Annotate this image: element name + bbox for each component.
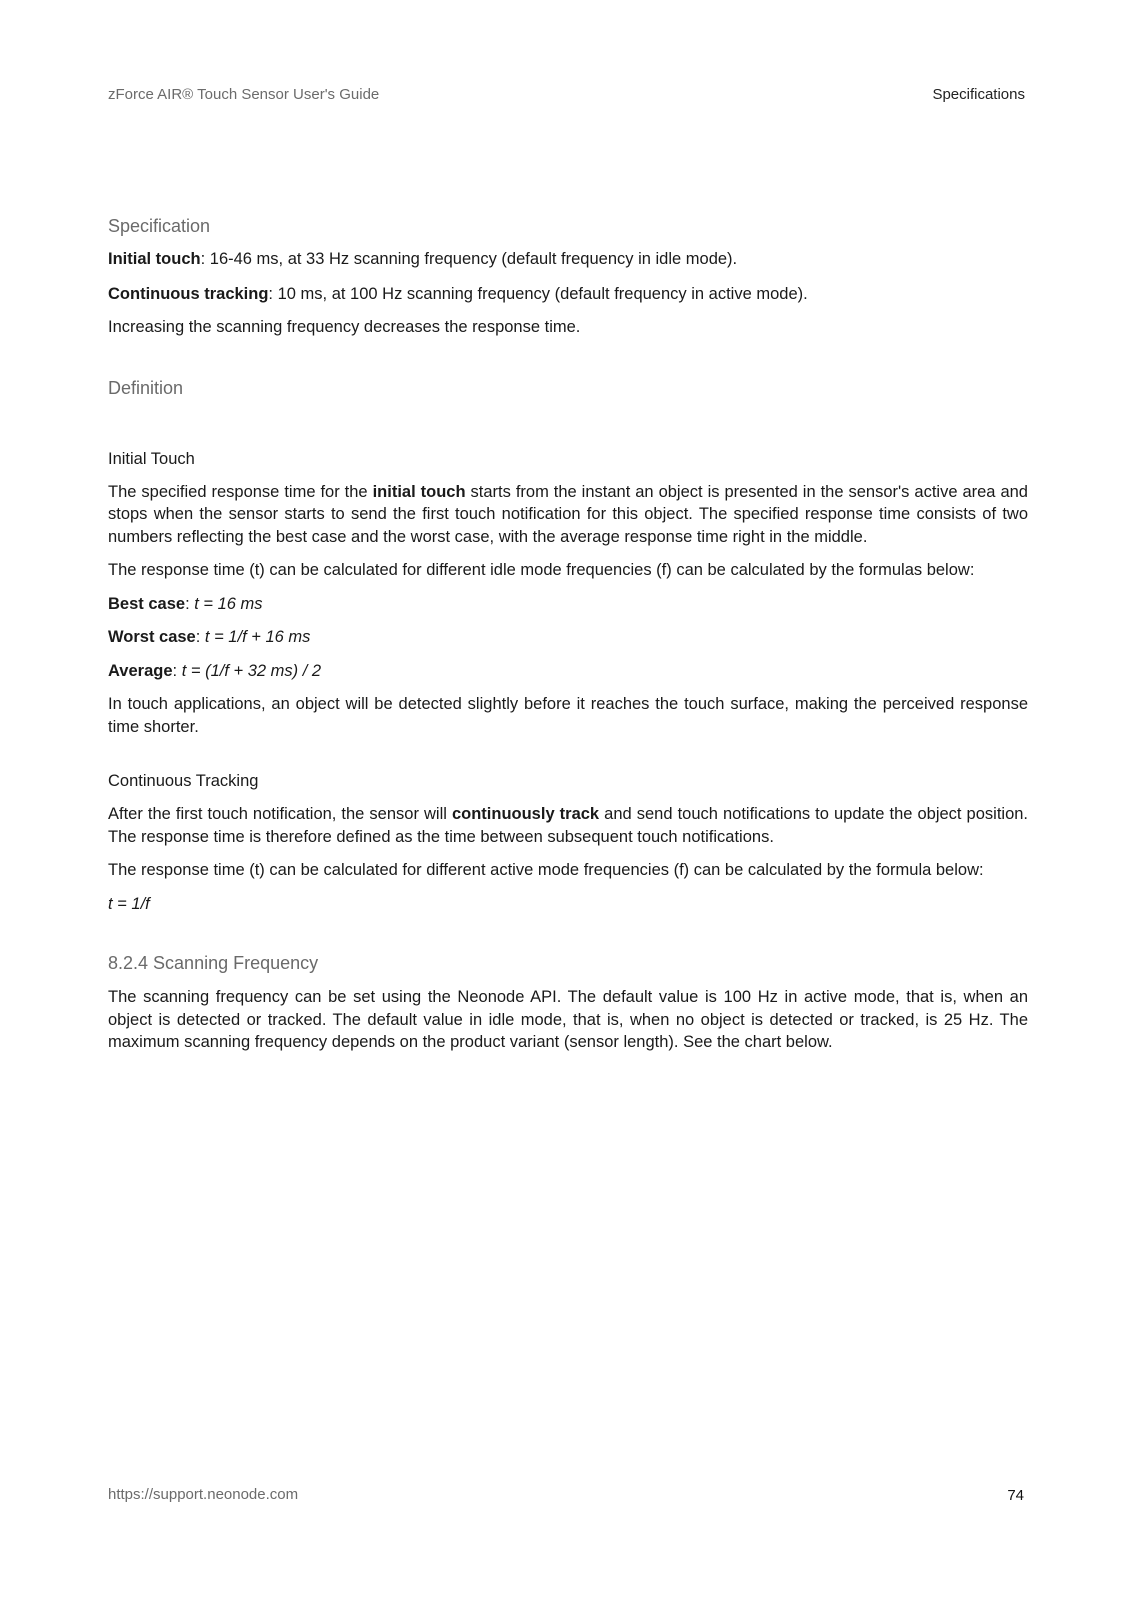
best-case-value: t = 16 ms <box>194 594 263 613</box>
specification-heading: Specification <box>108 216 211 236</box>
footer-url: https://support.neonode.com <box>108 1486 299 1503</box>
continuous-formula <box>108 893 1028 916</box>
initial-touch-formula-intro: The response time (t) can be calculated for different idle mode frequencies (f) can be calculated by the formulas below: <box>108 561 975 579</box>
average-label: Average <box>108 661 173 680</box>
continuous-p1-after: and send touch notifications to update the object position. The response time is therefore defined as the time between subsequent touch notifications. <box>108 805 1029 846</box>
average-formula: Average: t = (1/f + 32 ms) / 2 <box>108 661 322 680</box>
spec-initial-text: : 16-46 ms, at 33 Hz scanning frequency (default frequency in idle mode). <box>200 250 738 268</box>
initial-touch-p1-after: starts from the instant an object is presented in the sensor's active area and stops when the sensor starts to send the first touch notification for this object. The specified response time consists of two numbers reflecting the best case and the worst case, with the average response time right in the middle. <box>108 482 1028 546</box>
spec-continuous-text: : 10 ms, at 100 Hz scanning frequency (default frequency in active mode). <box>268 284 808 303</box>
spec-continuous-tracking <box>108 283 1028 306</box>
initial-touch-bold: initial touch <box>372 482 466 501</box>
spec-initial-touch <box>108 248 1028 271</box>
continuous-tracking-heading: Continuous Tracking <box>108 772 259 790</box>
worst-case-label: Worst case <box>108 628 196 646</box>
page-content <box>108 214 1028 1054</box>
page-number: 74 <box>1007 1487 1024 1504</box>
definition-heading: Definition <box>108 377 184 398</box>
scanning-frequency-heading: 8.2.4 Scanning Frequency <box>108 953 319 973</box>
worst-case-formula: Worst case: t = 1/f + 16 ms <box>108 628 311 646</box>
initial-touch-heading: Initial Touch <box>108 449 195 468</box>
best-case-formula: Best case: t = 16 ms <box>108 594 263 613</box>
spec-continuous-label: Continuous tracking <box>108 284 269 303</box>
continuous-formula-value: t = 1/f <box>108 894 150 913</box>
spec-initial-label: Initial touch <box>108 250 201 268</box>
continuous-tracking-paragraph <box>108 803 1028 848</box>
continuous-formula-intro: The response time (t) can be calculated for different active mode frequencies (f) can be calculated by the formula below: <box>108 861 984 879</box>
continuous-bold: continuously track <box>451 805 600 823</box>
best-case-label: Best case <box>108 594 186 613</box>
average-value: t = (1/f + 32 ms) / 2 <box>181 661 322 680</box>
initial-touch-p1-before: The specified response time for the <box>108 482 373 501</box>
scanning-frequency-paragraph: The scanning frequency can be set using the Neonode API. The default value is 100 Hz in active mode, that is, when an object is detected or tracked. The default value in idle mode, that is, when no object is detected or tracked, is 25 Hz. The maximum scanning frequency depends on the product variant (sensor length). See the chart below. <box>108 988 1028 1051</box>
spec-increase-text: Increasing the scanning frequency decreases the response time. <box>108 318 581 336</box>
worst-case-value: t = 1/f + 16 ms <box>204 628 311 646</box>
initial-touch-paragraph <box>108 481 1028 549</box>
initial-touch-note: In touch applications, an object will be detected slightly before it reaches the touch surface, making the perceived response time shorter. <box>108 695 1028 736</box>
header-doc-title: zForce AIR® Touch Sensor User's Guide <box>108 86 380 103</box>
header-section: Specifications <box>932 86 1025 103</box>
continuous-p1-before: After the first touch notification, the sensor will <box>108 805 452 823</box>
